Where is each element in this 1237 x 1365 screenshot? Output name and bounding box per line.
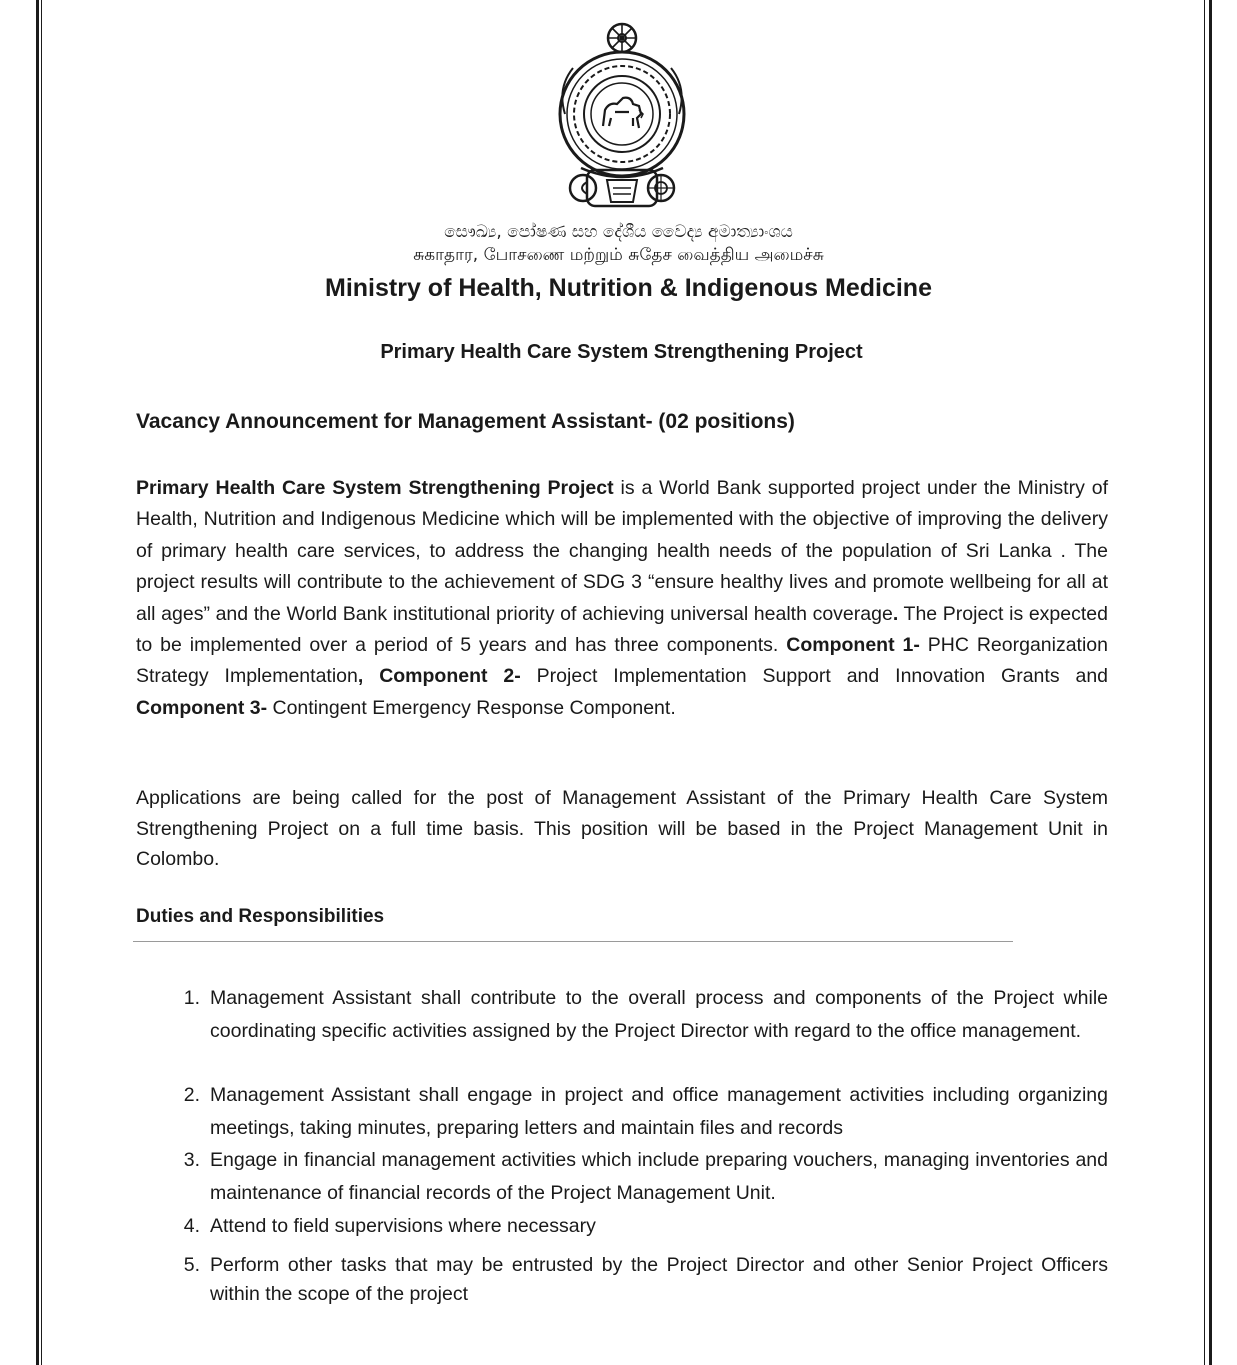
- intro-bold-period: .: [892, 602, 899, 625]
- intro-text-a: is a World Bank supported project under the Ministry of Health, Nutrition and Indigenous Medicine which will be implemented with the objective of improving the delivery of primary health care services, to address the changing health needs of the population of Sri Lanka . The project results will contribute to the achievement of SDG 3 “ensure healthy lives and promote wellbeing for all at all ages” and the World Bank institutional priority of achieving universal health coverage: [136, 477, 1108, 625]
- duty-text: Management Assistant shall engage in project and office management activities including organizing meetings, taking minutes, preparing letters and maintain files and records: [210, 1084, 1108, 1139]
- applications-paragraph: Applications are being called for the post of Management Assistant of the Primary Health Care System Strengthening Project on a full time basis. This position will be based in the Project Management Unit in Colombo.: [136, 787, 1108, 870]
- component-comma: ,: [357, 665, 364, 688]
- page-border-right-inner: [1204, 0, 1205, 1365]
- page-border-right: [1209, 0, 1212, 1365]
- ministry-name-tamil: சுகாதார, போசணை மற்றும் சுதேச வைத்திய அமைச்சு: [413, 245, 824, 265]
- duty-number: 1.: [183, 987, 200, 1009]
- duty-text: Perform other tasks that may be entrusted by the Project Director and other Senior Project Officers within the scope of the project: [210, 1254, 1108, 1305]
- sri-lanka-emblem-icon: [553, 18, 691, 212]
- ministry-name-sinhala: සෞඛ්‍ය, පෝෂණ සහ දේශීය වෛද්‍ය අමාත්‍යාංශය: [444, 222, 793, 242]
- duty-text: Engage in financial management activities which include preparing vouchers, managing inventories and maintenance of financial records of the Project Management Unit.: [210, 1149, 1108, 1204]
- duty-item: [170, 1251, 1108, 1308]
- page-border-left-inner: [41, 0, 42, 1365]
- duty-text: Attend to field supervisions where necessary: [210, 1215, 596, 1237]
- vacancy-title: Vacancy Announcement for Management Assistant- (02 positions): [136, 410, 795, 433]
- component-1-text: PHC Reorganization Strategy Implementation: [136, 634, 1109, 688]
- duties-heading: Duties and Responsibilities: [136, 906, 385, 927]
- intro-bold-lead: Primary Health Care System Strengthening Project: [136, 477, 614, 499]
- duty-number: 2.: [183, 1084, 200, 1106]
- duty-item: [170, 1079, 1108, 1144]
- ministry-name-english: Ministry of Health, Nutrition & Indigenous Medicine: [325, 274, 932, 302]
- component-3-label: Component 3-: [136, 696, 268, 719]
- duty-item: [170, 1210, 1108, 1243]
- duty-number: 3.: [183, 1149, 200, 1171]
- duty-number: 5.: [183, 1254, 200, 1276]
- duty-text: Management Assistant shall contribute to the overall process and components of the Project while coordinating specific activities assigned by the Project Director with regard to the office management.: [210, 987, 1108, 1042]
- component-2-label: Component 2-: [363, 665, 521, 688]
- intro-paragraph: [136, 473, 1108, 724]
- intro-text-b: The Project is expected to be implemented over a period of 5 years and has three components.: [136, 602, 1108, 657]
- project-title: Primary Health Care System Strengthening Project: [380, 341, 863, 363]
- page-border-left: [36, 0, 39, 1365]
- component-1-label: Component 1-: [786, 634, 920, 657]
- component-3-text: Contingent Emergency Response Component.: [267, 696, 676, 719]
- component-2-text: Project Implementation Support and Innovation Grants and: [520, 665, 1109, 688]
- duty-number: 4.: [183, 1215, 200, 1237]
- duty-item: [170, 1144, 1108, 1209]
- duties-divider: [133, 941, 1013, 942]
- duty-item: [170, 982, 1108, 1047]
